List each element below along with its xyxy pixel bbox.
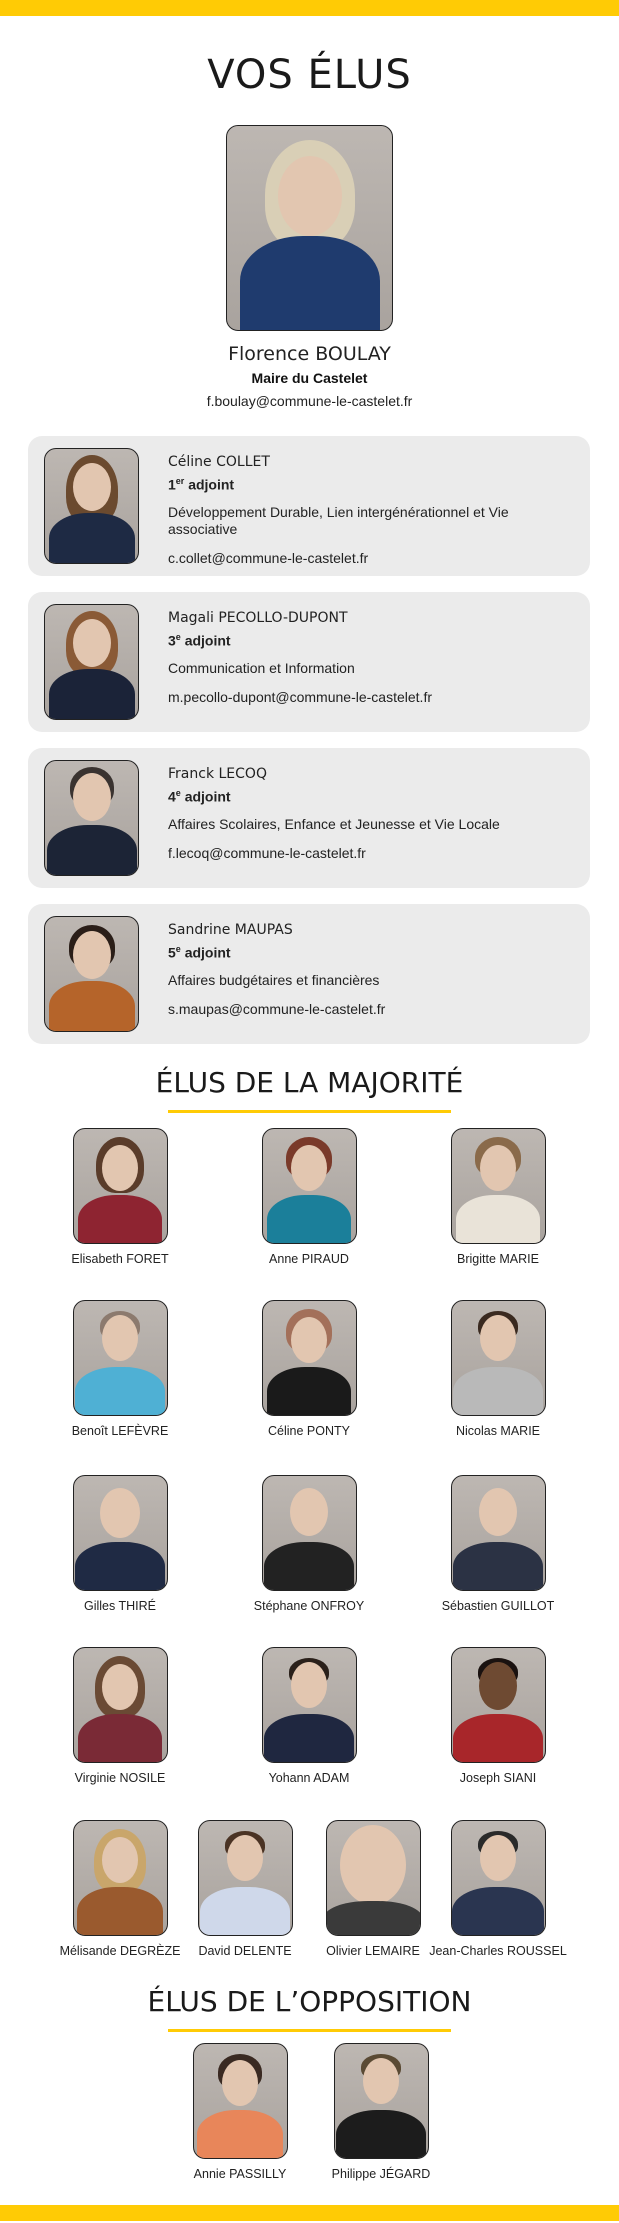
member-name: Céline PONTY — [268, 1424, 350, 1438]
member-name: Gilles THIRÉ — [83, 1599, 156, 1613]
member-photo — [73, 1647, 168, 1763]
member-name: Brigitte MARIE — [457, 1252, 539, 1266]
member-photo — [198, 1820, 293, 1936]
adjoint-role: 5e adjoint — [168, 944, 231, 961]
member-card — [306, 2043, 456, 2181]
member-card — [45, 1475, 195, 1613]
member-card — [423, 1300, 573, 1438]
adjoint-photo — [44, 760, 139, 876]
member-photo — [451, 1475, 546, 1591]
mayor-email-link[interactable]: f.boulay@commune-le-castelet.fr — [206, 393, 413, 409]
adjoint-email-link[interactable]: f.lecoq@commune-le-castelet.fr — [168, 844, 366, 861]
member-name: Benoît LEFÈVRE — [71, 1424, 169, 1438]
member-name: Virginie NOSILE — [74, 1771, 166, 1785]
member-photo — [262, 1475, 357, 1591]
member-name: Jean-Charles ROUSSEL — [429, 1944, 567, 1958]
member-name: Annie PASSILLY — [193, 2167, 287, 2181]
adjoint-card — [28, 904, 590, 1044]
member-photo — [451, 1300, 546, 1416]
member-photo — [451, 1128, 546, 1244]
majority-title-underline — [168, 1110, 451, 1113]
member-card — [234, 1647, 384, 1785]
majority-title: ÉLUS DE LA MAJORITÉ — [155, 1066, 464, 1099]
adjoint-description: Affaires Scolaires, Enfance et Jeunesse et Vie Locale — [168, 815, 500, 832]
member-name: Elisabeth FORET — [71, 1252, 169, 1266]
member-photo — [451, 1647, 546, 1763]
member-card — [423, 1820, 573, 1958]
mayor-name: Florence BOULAY — [228, 343, 391, 365]
adjoint-role: 1er adjoint — [168, 476, 235, 493]
member-name: Joseph SIANI — [459, 1771, 537, 1785]
member-card — [45, 1647, 195, 1785]
adjoint-description: Communication et Information — [168, 659, 355, 676]
member-name: Nicolas MARIE — [455, 1424, 541, 1438]
top-accent-bar — [0, 0, 619, 16]
member-card — [423, 1475, 573, 1613]
adjoint-role: 3e adjoint — [168, 632, 231, 649]
adjoint-email-link[interactable]: m.pecollo-dupont@commune-le-castelet.fr — [168, 688, 432, 705]
adjoint-description: Développement Durable, Lien intergénérationnel et Vie associative — [168, 503, 509, 537]
member-photo — [262, 1647, 357, 1763]
member-name: Yohann ADAM — [268, 1771, 350, 1785]
adjoint-photo — [44, 448, 139, 564]
member-name: David DELENTE — [198, 1944, 292, 1958]
member-photo — [73, 1820, 168, 1936]
member-photo — [262, 1128, 357, 1244]
adjoint-role: 4e adjoint — [168, 788, 231, 805]
member-card — [234, 1300, 384, 1438]
member-photo — [451, 1820, 546, 1936]
mayor-role: Maire du Castelet — [251, 370, 368, 386]
member-card — [423, 1128, 573, 1266]
member-name: Stéphane ONFROY — [253, 1599, 365, 1613]
opposition-title: ÉLUS DE L’OPPOSITION — [147, 1985, 472, 2018]
adjoint-name: Sandrine MAUPAS — [168, 922, 293, 938]
member-photo — [73, 1300, 168, 1416]
adjoint-photo — [44, 916, 139, 1032]
adjoint-photo — [44, 604, 139, 720]
member-card — [423, 1647, 573, 1785]
adjoint-card — [28, 592, 590, 732]
member-name: Anne PIRAUD — [269, 1252, 349, 1266]
member-name: Philippe JÉGARD — [331, 2167, 431, 2181]
member-name: Mélisande DEGRÈZE — [59, 1944, 181, 1958]
member-photo — [326, 1820, 421, 1936]
adjoint-name: Franck LECOQ — [168, 766, 267, 782]
adjoint-card — [28, 748, 590, 888]
member-photo — [334, 2043, 429, 2159]
member-card — [234, 1475, 384, 1613]
member-card — [234, 1128, 384, 1266]
adjoint-name: Magali PECOLLO-DUPONT — [168, 610, 348, 626]
mayor-photo — [226, 125, 393, 331]
adjoint-name: Céline COLLET — [168, 454, 270, 470]
adjoint-email-link[interactable]: s.maupas@commune-le-castelet.fr — [168, 1000, 386, 1017]
member-card — [45, 1300, 195, 1438]
member-name: Sébastien GUILLOT — [441, 1599, 555, 1613]
member-photo — [73, 1475, 168, 1591]
page-title: VOS ÉLUS — [207, 52, 412, 98]
member-photo — [262, 1300, 357, 1416]
member-name: Olivier LEMAIRE — [326, 1944, 420, 1958]
adjoint-email-link[interactable]: c.collet@commune-le-castelet.fr — [168, 549, 369, 566]
member-card — [165, 2043, 315, 2181]
member-photo — [73, 1128, 168, 1244]
member-card — [45, 1128, 195, 1266]
adjoint-description: Affaires budgétaires et financières — [168, 971, 380, 988]
member-photo — [193, 2043, 288, 2159]
opposition-title-underline — [168, 2029, 451, 2032]
bottom-accent-bar — [0, 2205, 619, 2221]
adjoint-card — [28, 436, 590, 576]
